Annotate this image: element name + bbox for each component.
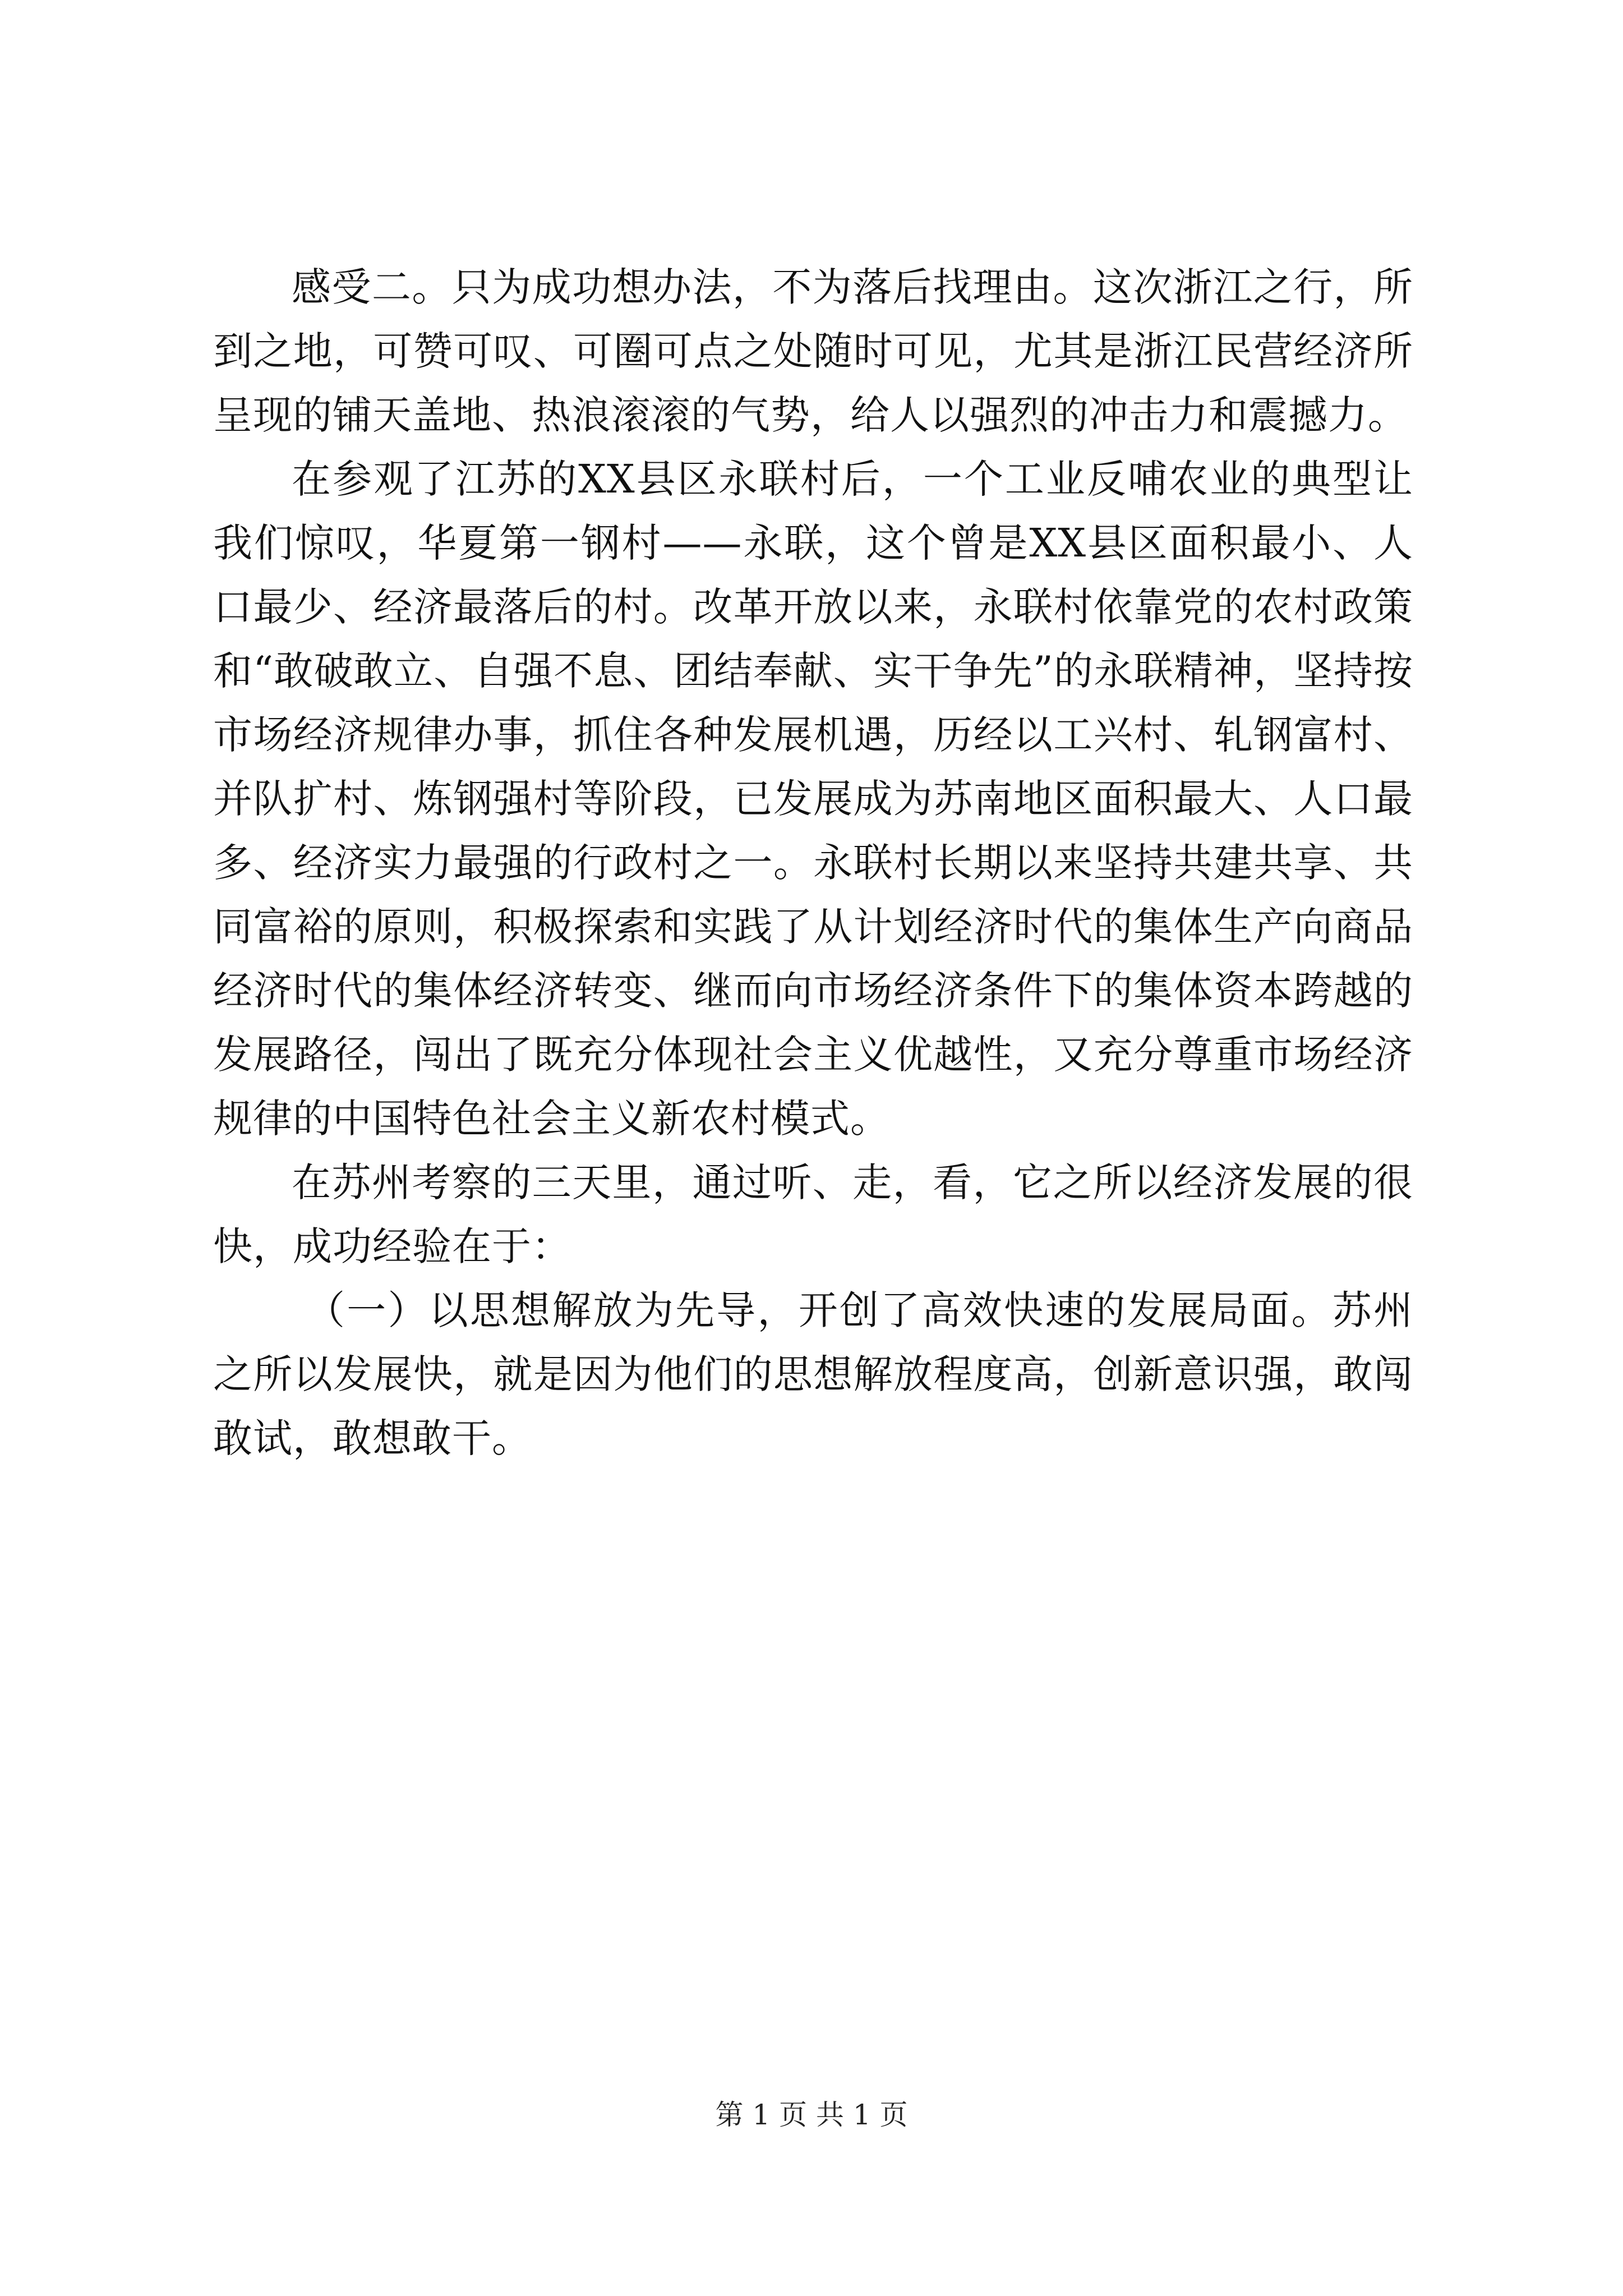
paragraph-2: 在参观了江苏的XX县区永联村后，一个工业反哺农业的典型让我们惊叹，华夏第一钢村——永联，这个曾是XX县区面积最小、人口最少、经济最落后的村。改革开放以来，永联村依靠党的农村政策和“敢破敢立、自强不息、团结奉献、实干争先”的永联精神，坚持按市场经济规律办事，抓住各种发展机遇，历经以工兴村、轧钢富村、并队扩村、炼钢强村等阶段，已发展成为苏南地区面积最大、人口最多、经济实力最强的行政村之一。永联村长期以来坚持共建共享、共同富裕的原则，积极探索和实践了从计划经济时代的集体生产向商品经济时代的集体经济转变、继而向市场经济条件下的集体资本跨越的发展路径，闯出了既充分体现社会主义优越性，又充分尊重市场经济规律的中国特色社会主义新农村模式。 <box>213 456 1413 1142</box>
paragraph-3: 在苏州考察的三天里，通过听、走，看，它之所以经济发展的很快，成功经验在于： <box>213 1159 1413 1269</box>
page-footer: 第 1 页 共 1 页 <box>715 2099 908 2131</box>
document-body <box>213 255 1413 1470</box>
paragraph-1: 感受二。只为成功想办法，不为落后找理由。这次浙江之行，所到之地，可赞可叹、可圈可点之处随时可见，尤其是浙江民营经济所呈现的铺天盖地、热浪滚滚的气势，给人以强烈的冲击力和震撼力。 <box>213 264 1413 438</box>
paragraph-4: （一）以思想解放为先导，开创了高效快速的发展局面。苏州之所以发展快，就是因为他们的思想解放程度高，创新意识强，敢闯敢试，敢想敢干。 <box>213 1287 1413 1461</box>
